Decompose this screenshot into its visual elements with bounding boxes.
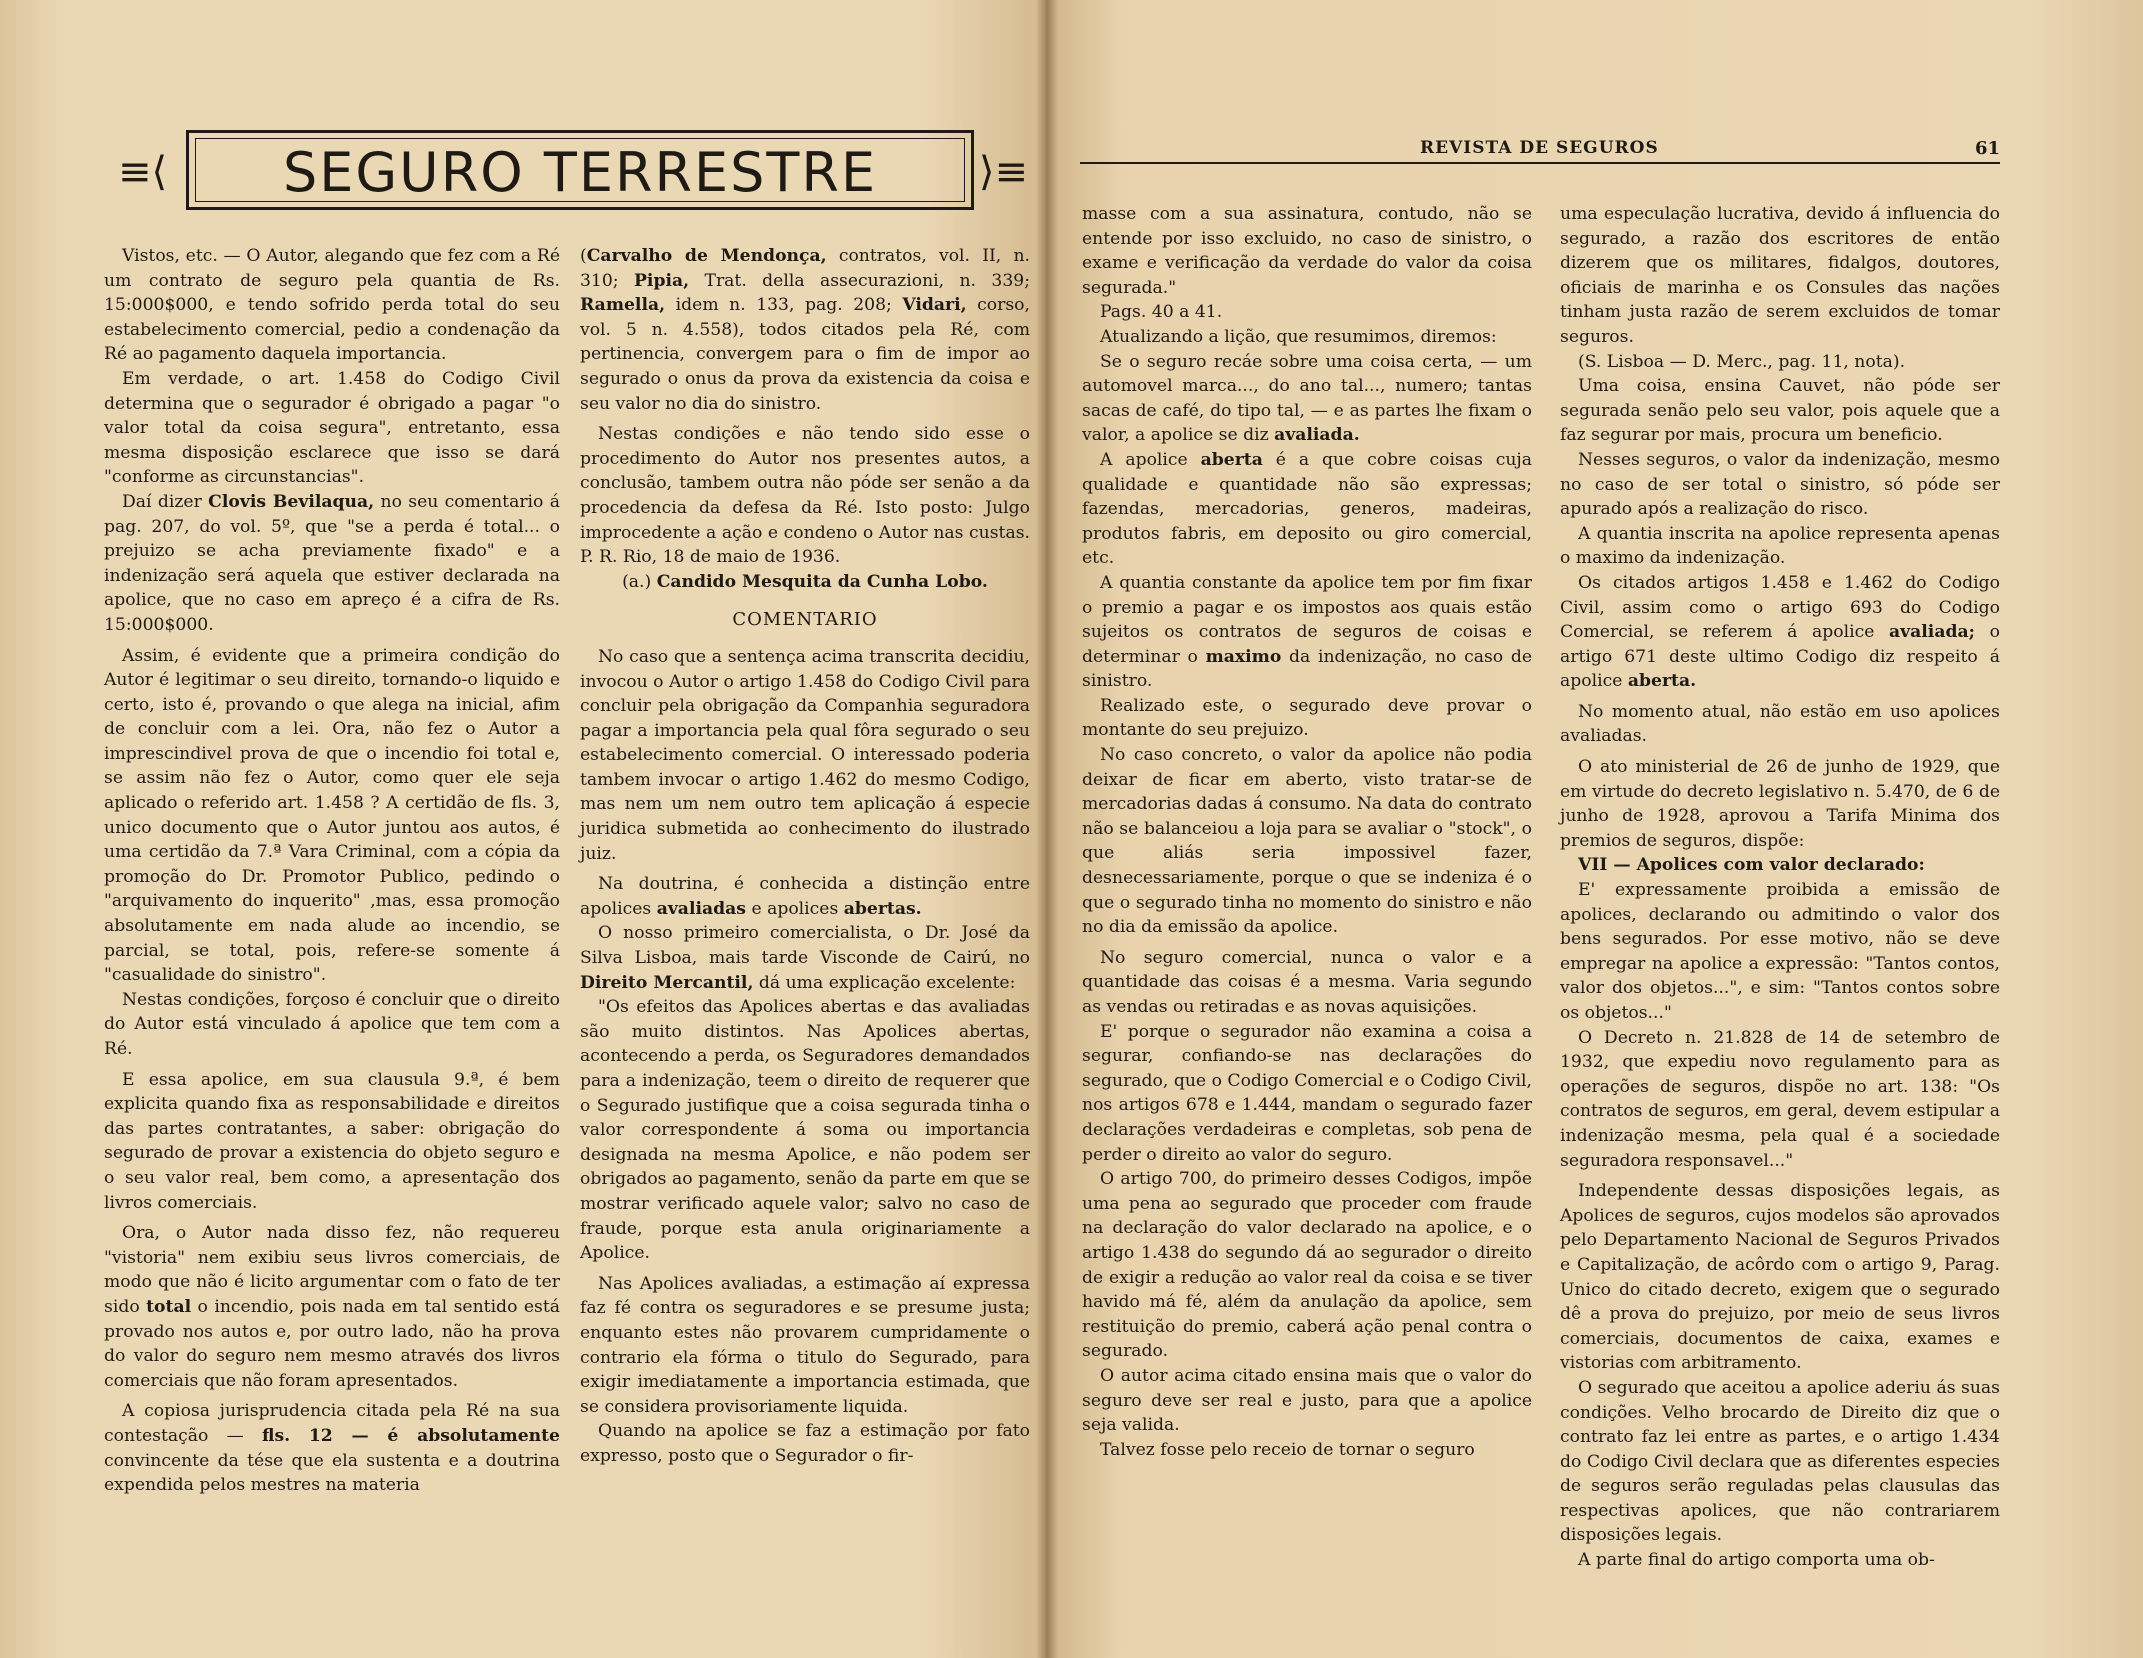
paragraph: Realizado este, o segurado deve provar o montante do seu prejuizo.	[1082, 695, 1532, 741]
citation: Pags. 40 a 41.	[1100, 302, 1223, 323]
paragraph: O nosso primeiro comercialista, o Dr. José da Silva Lisboa, mais tarde Visconde de Cairú, no Direito Mercantil, dá uma explicação excelente:	[580, 923, 1030, 993]
paragraph: Na doutrina, é conhecida a distinção entre apolices avaliadas e apolices abertas.	[580, 874, 1030, 919]
paragraph: uma especulação lucrativa, devido á influencia do segurado, a razão dos escritores de então dizerem que os militares, fidalgos, doutores, oficiais de marinha e os Consules das nações tinham justa razão de serem excluidos de tomar seguros.	[1560, 204, 2000, 347]
paragraph: No momento atual, não estão em uso apolices avaliadas.	[1560, 701, 2000, 747]
quote-paragraph: "Os efeitos das Apolices abertas e das avaliadas são muito distintos. Nas Apolices abertas, acontecendo a perda, os Seguradores demandados para a indenização, teem o direito de requerer que o Segurado justifique que a coisa segurada tinha o valor correspondente á soma ou importancia designada na mesma Apolice, e não podem ser obrigados ao pagamento, senão da parte em que se mostrar verificado aquele valor; salvo no caso de fraude, porque esta anula originariamente a Apolice.	[580, 997, 1030, 1264]
paragraph: Nestas condições, forçoso é concluir que o direito do Autor está vinculado á apolice que tem com a Ré.	[104, 989, 560, 1059]
paragraph: O artigo 700, do primeiro desses Codigos, impõe uma pena ao segurado que proceder com fraude na declaração do valor declarado na apolice, e o artigo 1.438 do segundo dá ao segurador o direito de exigir a redução ao valor real da coisa e se tiver havido má fé, além da anulação da apolice, sem restituição do premio, caberá ação penal contra o segurado.	[1082, 1169, 1532, 1362]
paragraph: Talvez fosse pelo receio de tornar o seguro	[1100, 1439, 1475, 1460]
paragraph: O Decreto n. 21.828 de 14 de setembro de 1932, que expediu novo regulamento para as operações de seguros, dispõe no art. 138: "Os contratos de seguros, em geral, devem estipular a indenização mesma, pela qual é a sociedade seguradora responsavel..."	[1560, 1027, 2000, 1171]
paragraph: E' porque o segurador não examina a coisa a segurar, confiando-se nas declarações do segurado, que o Codigo Comercial e o Codigo Civil, nos artigos 678 e 1.444, mandam o segurado fazer declarações verdadeiras e completas, sob pena de perder o direito ao valor do seguro.	[1082, 1021, 1532, 1165]
right-flourish-ornament: ⟩≡	[978, 149, 1028, 195]
paragraph: A quantia constante da apolice tem por fim fixar o premio a pagar e os impostos aos quais estão sujeitos os contratos de seguros de coisas e determinar o maximo da indenização, no caso de sinistro.	[1082, 572, 1532, 692]
paragraph: A copiosa jurisprudencia citada pela Ré na sua contestação — fls. 12 — é absolutamente convincente da tése que ela sustenta e a doutrina expendida pelos mestres na materia	[104, 1401, 560, 1496]
running-header	[1080, 138, 2000, 164]
paragraph: Em verdade, o art. 1.458 do Codigo Civil determina que o segurador é obrigado a pagar "o valor total da coisa segura", entretanto, essa mesma disposição esclarece que isso se dará "conforme as circunstancias".	[104, 368, 560, 488]
paragraph: Daí dizer Clovis Bevilaqua, no seu comentario á pag. 207, do vol. 5º, que "se a perda é total... o prejuizo se acha previamente fixado" e a indenização será aquela que estiver declarada na apolice, que no caso em apreço é a cifra de Rs. 15:000$000.	[104, 491, 560, 635]
paragraph: E' expressamente proibida a emissão de apolices, declarando ou admitindo o valor dos bens segurados. Por esse motivo, não se deve empregar na apolice a expressão: "Tantos contos, valor dos objetos...", e sim: "Tantos contos sobre os objetos..."	[1560, 880, 2000, 1023]
column-1	[104, 244, 560, 1498]
judge-signature: (a.) Candido Mesquita da Cunha Lobo.	[622, 571, 988, 592]
paragraph: O segurado que aceitou a apolice aderiu ás suas condições. Velho brocardo de Direito diz que o contrato faz lei entre as partes, e o artigo 1.434 do Codigo Civil declara que as diferentes especies de seguros serão reguladas pelas clausulas das respectivas apolices, que não contrariarem disposições legais.	[1560, 1377, 2000, 1546]
paragraph: O autor acima citado ensina mais que o valor do seguro deve ser real e justo, para que a apolice seja valida.	[1082, 1365, 1532, 1436]
author-name: Clovis Bevilaqua,	[208, 491, 375, 512]
paragraph: No seguro comercial, nunca o valor e a quantidade das coisas é a mesma. Varia segundo as vendas ou retiradas e as novas aquisições.	[1082, 947, 1532, 1017]
paragraph: Ora, o Autor nada disso fez, não requereu "vistoria" nem exibiu seus livros comerciais, de modo que não é licito argumentar com o fato de ter sido total o incendio, pois nada em tal sentido está provado nos autos e, por outro lado, não ha prova do valor do seguro nem mesmo através dos livros comerciais que não foram apresentados.	[104, 1223, 560, 1391]
left-page	[0, 0, 1046, 1658]
book-gutter	[1036, 0, 1058, 1658]
subheading: VII — Apolices com valor declarado:	[1578, 855, 1925, 876]
paragraph: Vistos, etc. — O Autor, alegando que fez com a Ré um contrato de seguro pela quantia de Rs. 15:000$000, e tendo sofrido perda total do seu estabelecimento comercial, pedio a condenação da Ré ao pagamento daquela importancia.	[104, 246, 560, 365]
paragraph: (Carvalho de Mendonça, contratos, vol. II, n. 310; Pipia, Trat. della assecurazioni, n. 339; Ramella, idem n. 133, pag. 208; Vidari, corso, vol. 5 n. 4.558), todos citados pela Ré, com pertinencia, convergem para o fim de impor ao segurado o onus da prova da existencia da coisa e seu valor no dia do sinistro.	[580, 246, 1030, 414]
paragraph: Nesses seguros, o valor da indenização, mesmo no caso de ser total o sinistro, só póde ser apurado após a realização do risco.	[1560, 449, 2000, 520]
paragraph: Assim, é evidente que a primeira condição do Autor é legitimar o seu direito, tornando-o liquido e certo, isto é, provando o que alega na inicial, afim de concluir com a lei. Ora, não fez o Autor a imprescindivel prova de que o incendio foi total e, se assim não fez o Autor, como quer ele seja aplicado o referido art. 1.458 ? A certidão de fls. 3, unico documento que o Autor juntou aos autos, é uma certidão da 7.ª Vara Criminal, com a cópia da promoção do Dr. Promotor Publico, pedindo o "arquivamento do inquerito" ,mas, essa promoção absolutamente em nada alude ao incendio, se parcial, se total, pois, refere-se somente á "casualidade do sinistro".	[104, 645, 560, 986]
banner-frame	[186, 130, 974, 210]
paragraph: Atualizando a lição, que resumimos, diremos:	[1100, 326, 1497, 347]
paragraph: Nestas condições e não tendo sido esse o procedimento do Autor nos presentes autos, a conclusão, tambem outra não póde ser senão a da procedencia da defesa da Ré. Isto posto: Julgo improcedente a ação e condeno o Autor nas custas. P. R. Rio, 18 de maio de 1936.	[580, 424, 1030, 568]
column-4	[1560, 202, 2000, 1573]
citation: (S. Lisboa — D. Merc., pag. 11, nota).	[1578, 351, 1906, 372]
paragraph: Independente dessas disposições legais, as Apolices de seguros, cujos modelos são aprovados pelo Departamento Nacional de Seguros Privados e Capitalização, de acôrdo com o artigo 9, Parag. Unico do citado decreto, exigem que o segurado dê a prova do prejuizo, por meio de seus livros comerciais, documentos de caixa, exames e vistorias com arbitramento.	[1560, 1181, 2000, 1374]
paragraph: Uma coisa, ensina Cauvet, não póde ser segurada senão pelo seu valor, pois aquele que a faz segurar por mais, procura um beneficio.	[1560, 376, 2000, 446]
paragraph: No caso que a sentença acima transcrita decidiu, invocou o Autor o artigo 1.458 do Codigo Civil para concluir pela obrigação da Companhia seguradora pagar a importancia pela qual fôra segurado o seu estabelecimento comercial. O interessado poderia tambem invocar o artigo 1.462 do mesmo Codigo, mas nem um nem outro tem aplicação á especie juridica submetida ao conhecimento do ilustrado juiz.	[580, 646, 1030, 864]
column-2	[580, 244, 1030, 1469]
section-title: SEGURO TERRESTRE	[282, 141, 878, 204]
paragraph: E essa apolice, em sua clausula 9.ª, é bem explicita quando fixa as responsabilidade e direitos das partes contratantes, a saber: obrigação do segurado de provar a existencia do objeto seguro e o seu valor real, bem como, a apresentação dos livros comerciais.	[104, 1069, 560, 1213]
paragraph: Se o seguro recáe sobre uma coisa certa, — um automovel marca..., do ano tal..., numero; tantas sacas de café, do tipo tal, — e as partes lhe fixam o valor, a apolice se diz avaliada.	[1082, 351, 1532, 446]
paragraph: No caso concreto, o valor da apolice não podia deixar de ficar em aberto, visto tratar-se de mercadorias dadas á consumo. Na data do contrato não se balanceiou a loja para se avaliar o "stock", o que aliás seria impossivel fazer, desnecessariamente, porque o que se indeniza é o que o segurado tinha no momento do sinistro e não no dia da emissão da apolice.	[1082, 745, 1532, 938]
paragraph: A apolice aberta é a que cobre coisas cuja qualidade e quantidade não são expressas; fazendas, mercadorias, generos, madeiras, produtos fabris, em deposito ou giro comercial, etc.	[1082, 449, 1533, 569]
running-title: REVISTA DE SEGUROS	[1420, 138, 1659, 158]
quote-paragraph: Nas Apolices avaliadas, a estimação aí expressa faz fé contra os seguradores e se presume justa; enquanto estes não provarem cumpridamente o contrario ela fórma o titulo do Segurado, para exigir imediatamente a importancia estimada, que se considera provisoriamente liquida.	[580, 1273, 1030, 1417]
paragraph: A parte final do artigo comporta uma ob-	[1578, 1550, 1935, 1571]
paragraph: O ato ministerial de 26 de junho de 1929, que em virtude do decreto legislativo n. 5.470, de 6 de junho de 1928, aprovou a Tarifa Minima dos premios de seguros, dispõe:	[1560, 757, 2000, 851]
paragraph: A quantia inscrita na apolice representa apenas o maximo da indenização.	[1560, 523, 2000, 569]
paragraph: Os citados artigos 1.458 e 1.462 do Codigo Civil, assim como o artigo 693 do Codigo Comercial, se referem á apolice avaliada; o artigo 671 deste ultimo Codigo diz respeito á apolice aberta.	[1560, 572, 2000, 692]
section-banner	[118, 122, 1028, 222]
left-flourish-ornament: ≡⟨	[118, 149, 168, 195]
quote-paragraph: Quando na apolice se faz a estimação por fato expresso, posto que o Segurador o fir-	[580, 1421, 1030, 1466]
comment-heading: COMENTARIO	[732, 609, 878, 631]
column-3	[1082, 202, 1532, 1462]
quote-paragraph: masse com a sua assinatura, contudo, não se entende por isso excluido, no caso de sinistro, o exame e verificação da verdade do valor da coisa segurada."	[1082, 204, 1532, 298]
page-number: 61	[1974, 138, 2000, 159]
